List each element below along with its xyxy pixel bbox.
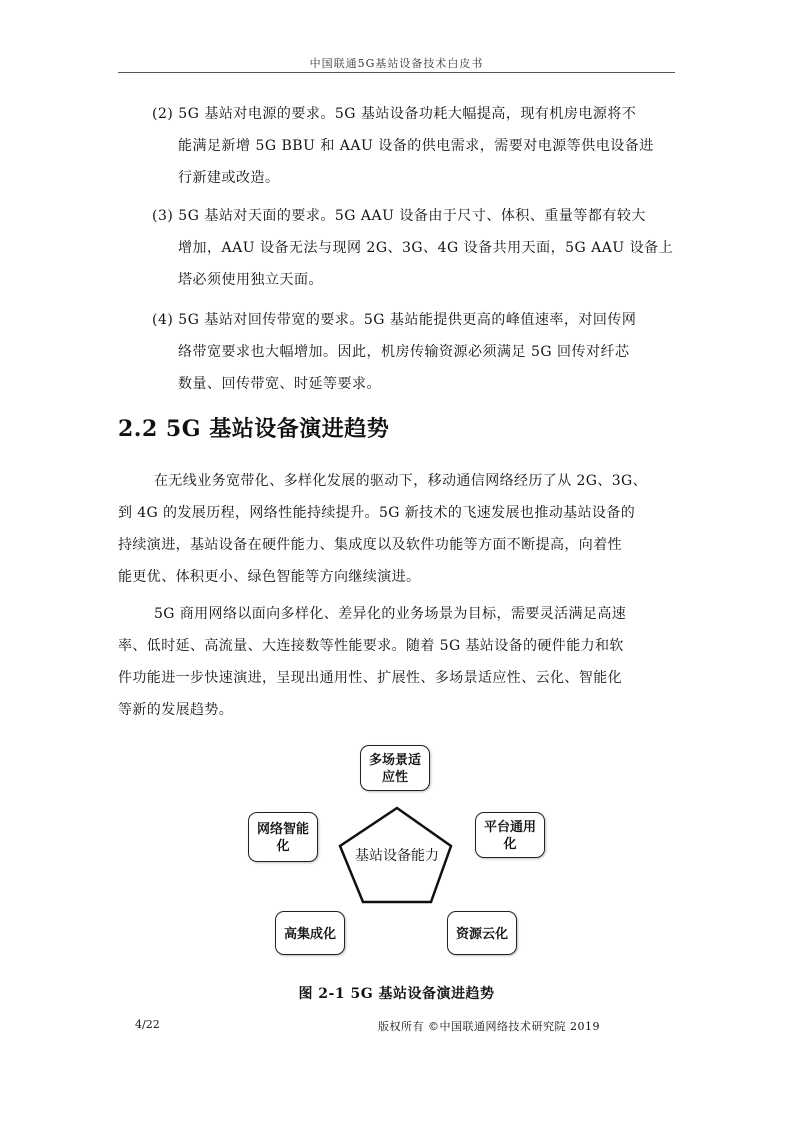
- requirement-line: 络带宽要求也大幅增加。因此，机房传输资源必须满足 5G 回传对纤芯: [178, 344, 630, 360]
- paragraph-line: 件功能进一步快速演进，呈现出通用性、扩展性、多场景适应性、云化、智能化: [118, 670, 622, 686]
- requirement-line: (4) 5G 基站对回传带宽的要求。5G 基站能提供更高的峰值速率，对回传网: [152, 312, 637, 328]
- copyright-notice: 版权所有 ©中国联通网络技术研究院 2019: [378, 1020, 600, 1033]
- requirement-line: 能满足新增 5G BBU 和 AAU 设备的供电需求，需要对电源等供电设备进: [178, 138, 654, 154]
- box-resource-cloud: 资源云化: [447, 911, 517, 955]
- requirement-line: 塔必须使用独立天面。: [178, 272, 323, 288]
- pentagon-label: 基站设备能力: [355, 847, 439, 863]
- box-multi-scenario: 多场景适应性: [360, 745, 430, 791]
- box-platform-generic: 平台通用化: [475, 812, 545, 858]
- requirement-line: (3) 5G 基站对天面的要求。5G AAU 设备由于尺寸、体积、重量等都有较大: [152, 208, 646, 224]
- page-header: 中国联通5G基站设备技术白皮书: [309, 57, 484, 70]
- section-heading: 2.2 5G 基站设备演进趋势: [118, 416, 390, 442]
- requirement-line: (2) 5G 基站对电源的要求。5G 基站设备功耗大幅提高，现有机房电源将不: [152, 106, 637, 122]
- page-number: 4/22: [135, 1018, 160, 1031]
- requirement-line: 数量、回传带宽、时延等要求。: [178, 376, 381, 392]
- paragraph-line: 在无线业务宽带化、多样化发展的驱动下，移动通信网络经历了从 2G、3G、: [154, 473, 648, 489]
- paragraph-line: 能更优、体积更小、绿色智能等方向继续演进。: [118, 569, 421, 585]
- paragraph-line: 到 4G 的发展历程，网络性能持续提升。5G 新技术的飞速发展也推动基站设备的: [118, 505, 636, 521]
- paragraph-line: 等新的发展趋势。: [118, 702, 234, 718]
- requirement-line: 行新建或改造。: [178, 170, 280, 186]
- paragraph-line: 率、低时延、高流量、大连接数等性能要求。随着 5G 基站设备的硬件能力和软: [118, 638, 624, 654]
- figure-caption: 图 2-1 5G 基站设备演进趋势: [298, 986, 495, 1002]
- paragraph-line: 持续演进，基站设备在硬件能力、集成度以及软件功能等方面不断提高，向着性: [118, 537, 622, 553]
- requirement-line: 增加，AAU 设备无法与现网 2G、3G、4G 设备共用天面，5G AAU 设备上: [178, 240, 674, 256]
- box-high-integration: 高集成化: [275, 911, 345, 955]
- paragraph-line: 5G 商用网络以面向多样化、差异化的业务场景为目标，需要灵活满足高速: [154, 606, 627, 622]
- box-network-intelligence: 网络智能化: [248, 812, 318, 862]
